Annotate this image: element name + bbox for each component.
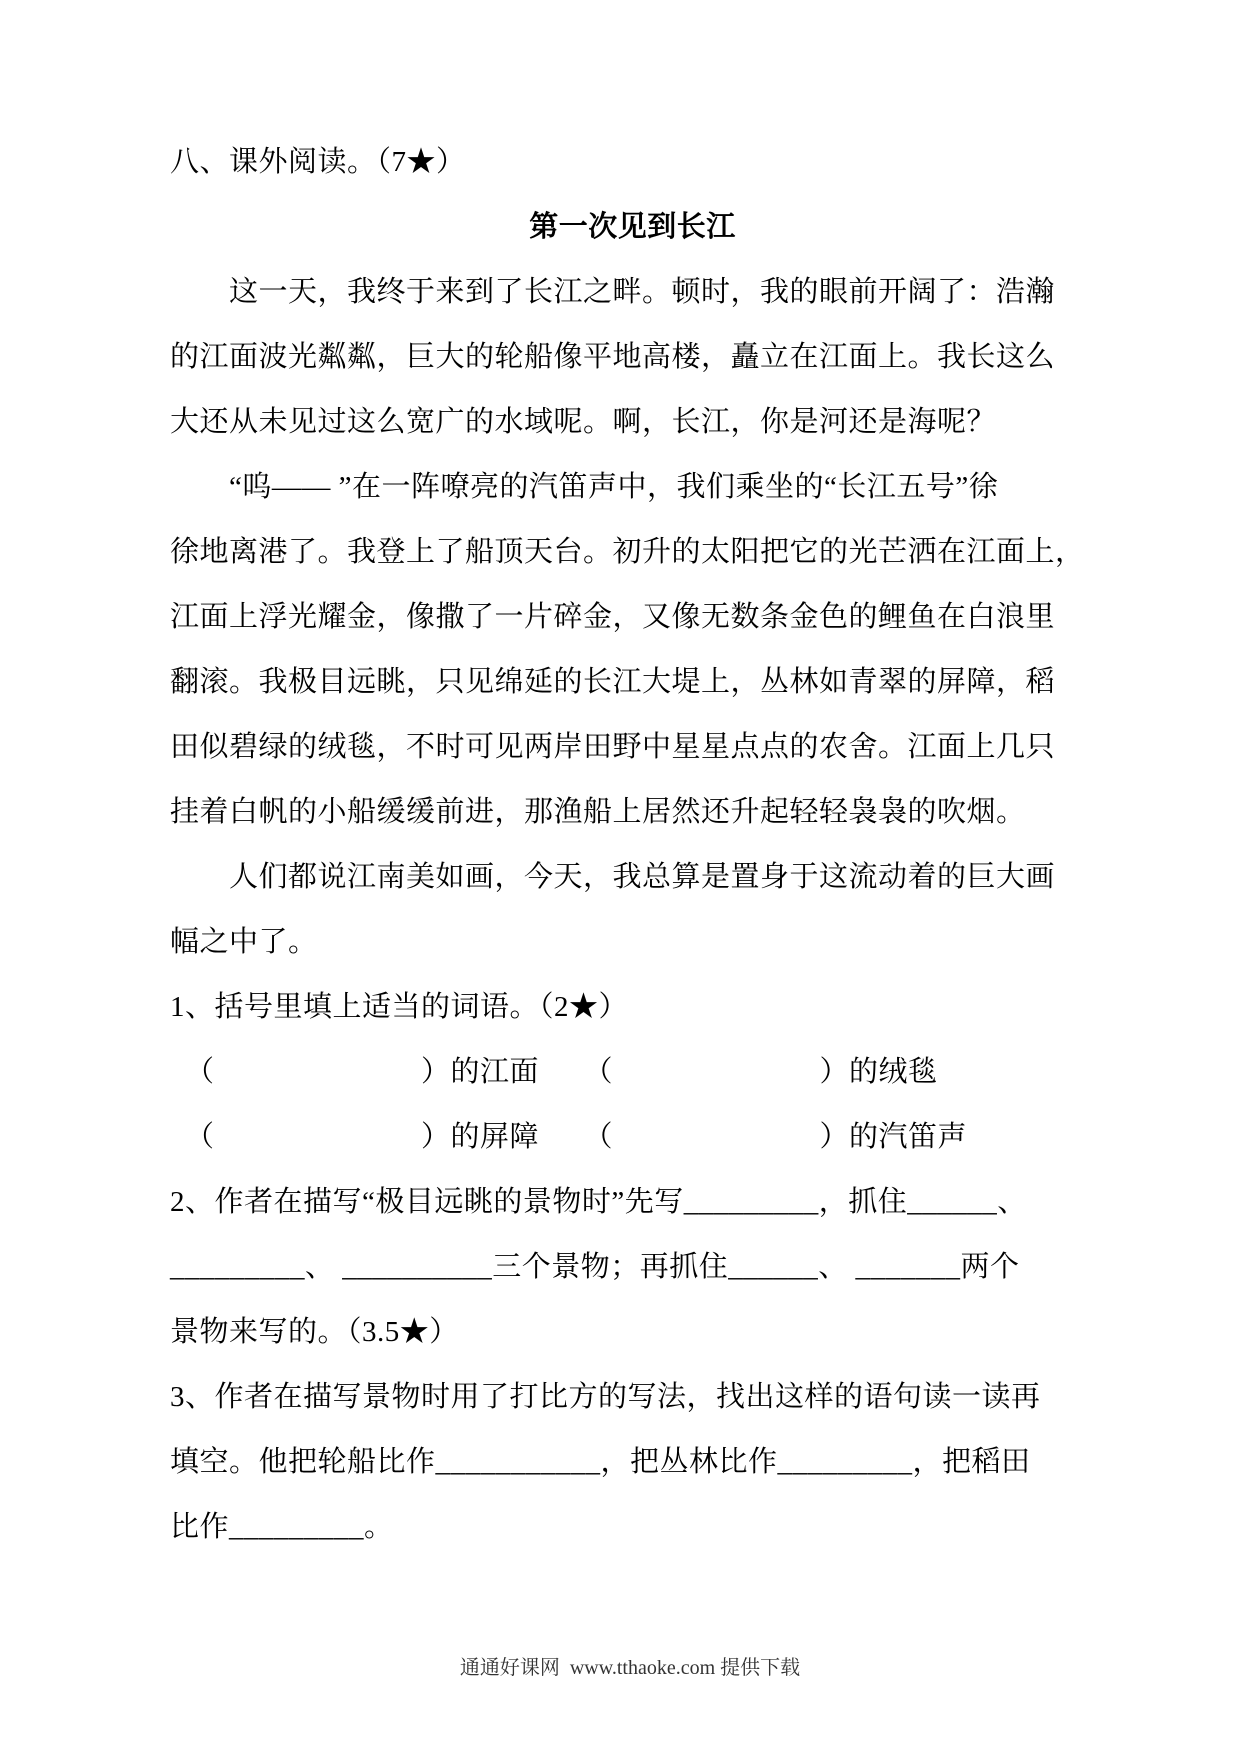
passage-line: 徐地离港了。我登上了船顶天台。初升的太阳把它的光芒洒在江面上， xyxy=(170,536,1085,568)
worksheet-content xyxy=(170,130,1095,1560)
question-line: 景物来写的。（3.5★） xyxy=(170,1316,459,1348)
question-line: 比作_________。 xyxy=(170,1511,394,1543)
passage-line: 的江面波光粼粼，巨大的轮船像平地高楼，矗立在江面上。我长这么 xyxy=(170,341,1056,373)
question-line: （ ）的屏障 （ ）的汽笛声 xyxy=(170,1121,968,1153)
question-line: 填空。他把轮船比作___________，把丛林比作_________，把稻田 xyxy=(170,1446,1031,1478)
question-line: 3、作者在描写景物时用了打比方的写法，找出这样的语句读一读再 xyxy=(170,1381,1041,1413)
passage-title: 第一次见到长江 xyxy=(529,211,736,243)
question-line: 1、括号里填上适当的词语。（2★） xyxy=(170,991,629,1023)
passage-line: 人们都说江南美如画，今天，我总算是置身于这流动着的巨大画 xyxy=(170,861,1056,893)
question-line: _________、 __________三个景物；再抓住______、 _______两个 xyxy=(170,1251,1020,1283)
passage-line: 这一天，我终于来到了长江之畔。顿时，我的眼前开阔了：浩瀚 xyxy=(170,276,1056,308)
page-footer xyxy=(0,1628,1240,1703)
passage-line: 翻滚。我极目远眺，只见绵延的长江大堤上，丛林如青翠的屏障，稻 xyxy=(170,666,1056,698)
footer-watermark-text: 通通好课网 www.tthaoke.com 提供下载 xyxy=(459,1657,801,1679)
passage-body xyxy=(170,260,1095,975)
passage-line: 江面上浮光耀金，像撒了一片碎金，又像无数条金色的鲤鱼在白浪里 xyxy=(170,601,1056,633)
question-line: （ ）的江面 （ ）的绒毯 xyxy=(170,1056,938,1088)
question-line: 2、作者在描写“极目远眺的景物时”先写_________，抓住______、 xyxy=(170,1186,1027,1218)
passage-line: 田似碧绿的绒毯，不时可见两岸田野中星星点点的农舍。江面上几只 xyxy=(170,731,1056,763)
passage-line: 幅之中了。 xyxy=(170,926,318,958)
passage-line: 大还从未见过这么宽广的水域呢。啊，长江，你是河还是海呢？ xyxy=(170,406,997,438)
questions-section xyxy=(170,975,1095,1560)
section-heading: 八、课外阅读。（7★） xyxy=(170,146,466,178)
passage-line: “呜—— ”在一阵嘹亮的汽笛声中，我们乘坐的“长江五号”徐 xyxy=(170,471,999,503)
passage-line: 挂着白帆的小船缓缓前进，那渔船上居然还升起轻轻袅袅的吹烟。 xyxy=(170,796,1026,828)
